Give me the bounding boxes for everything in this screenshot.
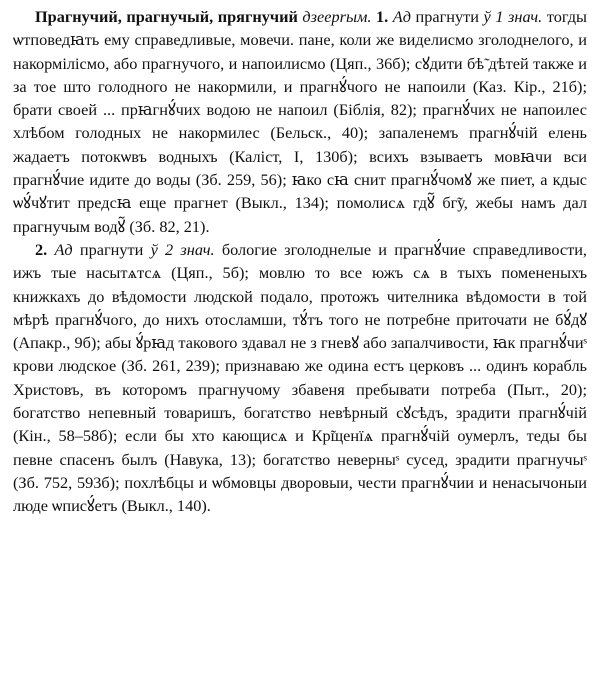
part-of-speech: дзеeprым. (302, 7, 372, 26)
sense-1-def-ref2: знач. (508, 7, 543, 26)
sense-2-def-label: Ад (54, 239, 73, 259)
sense-1-def-ref: ў 1 (483, 7, 504, 26)
sense-2-def-ref: ў 2 (150, 239, 174, 259)
sense-2-def-ref2: знач. (180, 239, 215, 259)
sense-2-number: 2. (35, 239, 48, 259)
sense-1-citations: тогды ѡтповедꙗть ему справедливые, мовечи. пане, коли же виделисмо зголоднелого, и накормілісмо, або прагнучого, и напоилисмо (Цяп., 36б); сꙋдити бѣ̃ дѣтей также и за тое што голодного не накормили, и прагнꙋ́чого не напоили (Каз. Кір., 21б); брати своей ... прꙗгнꙋ́чих водою не напоил (Біблія, 82); прагнꙋ́чих не напоилес хлѣбом голодных не накормилес (Бельск., 40); запаленемъ прагнꙋ́чій елень жадаетъ потокѡвъ водныхъ (Каліст, І, 130б); всихъ взываетъ мовꙗчи вси прагнꙋ́чие идите до воды (Зб. 259, 56); ꙗко сꙗ снит прагнꙋ́чомꙋ же пиет, а кдыс ѡꙋ́чꙋтит предсꙗ еще прагнет (Выкл., 134); помолисѧ гдꙋ̃ бг̃у, жебы намъ дал прагнучым водꙋ̃ (Зб. 82, 21). (13, 7, 587, 236)
headword: Прагнучий, прагнучый, прягнучий (35, 7, 298, 26)
sense-1-def-text: прагнути (415, 7, 479, 26)
sense-1-def-label: Ад (392, 7, 411, 26)
sense-1-number: 1. (376, 7, 389, 26)
sense-1-paragraph (13, 5, 587, 238)
sense-2-citations: бологие зголоднелые и прагнꙋ́чие справедливости, ижъ тые насытѧтсѧ (Цяп., 5б); мовлю то все южъ сѧ в тыхъ помененыхъ книжкахъ до вѣдомости людской подало, протожъ чителника вѣдомости в той мѣрѣ прагнꙋ́чого, до нихъ отосламши, тꙋ́тъ того не потребне приточати не бꙋ́дꙋ (Апакр., 9б); абы ꙋ́рꙗд таковоrо здавал не з гневꙋ або запалчивости, ꙗк прагнꙋ́чиˢ крови людское (Зб. 261, 239); признаваю же одина естъ церковъ ... одинъ корабль Христовъ, въ которомъ прагнучому збавеня пребывати потреба (Пыт., 20); богатство непевный товаришъ, богатство невѣрный сꙋсѣдъ, зрадити прагнꙋ́чій (Кін., 58–58б); если бы хто кающисѧ и Кр̃щенїѧ прагнꙋ́чій оумерлъ, теды бы певне спасенъ былъ (Навука, 13); богатство неверныˢ сусед, зрадити прагнучыˢ (Зб. 752, 593б); похлѣбцы и ѡбмовцы дворовыи, чести прагнꙋ́чии и ненасычоныи люде ѡписꙋ́етъ (Выкл., 140). (13, 239, 587, 516)
sense-2-paragraph (13, 238, 587, 518)
sense-2-def-text: прагнути (79, 239, 144, 259)
